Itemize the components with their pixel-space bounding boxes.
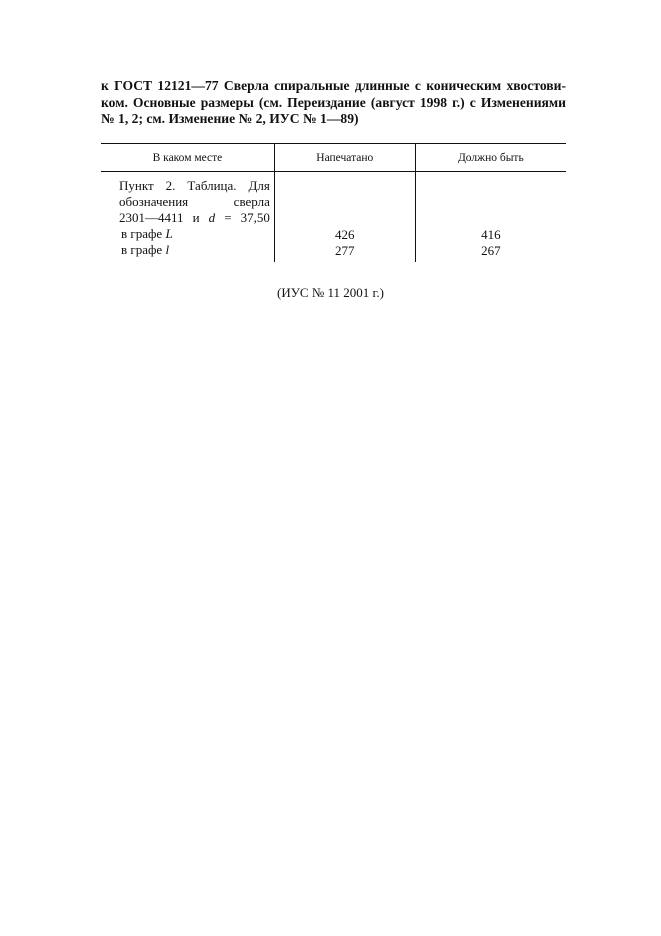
header-where: В каком месте [101,144,274,172]
should-be-value-l: 267 [481,243,501,258]
source-reference: (ИУС № 11 2001 г.) [277,285,384,300]
printed-cell [274,172,415,263]
heading-line-1: к ГОСТ 12121—77 Сверла спиральные длинные с коническим хвостови- [101,78,566,93]
place-line-1: Пункт 2. Таблица. Для [119,178,270,193]
printed-value-L: 426 [335,227,355,242]
corrections-table [101,143,566,262]
place-cell [101,172,274,263]
table-row [101,172,566,263]
place-column-l: в графе l [121,242,170,257]
header-should-be: Должно быть [415,144,566,172]
place-line-2: обозначения сверла [119,194,270,209]
printed-value-l: 277 [335,243,355,258]
should-be-value-L: 416 [481,227,501,242]
header-printed: Напечатано [274,144,415,172]
place-line-3: 2301—4411 и d = 37,50 [119,210,270,225]
correction-heading [101,78,566,128]
should-be-cell [415,172,566,263]
place-column-L: в графе L [121,226,173,241]
heading-line-3: № 1, 2; см. Изменение № 2, ИУС № 1—89) [101,111,359,126]
table-header-row [101,144,566,172]
heading-line-2: ком. Основные размеры (см. Переиздание (август 1998 г.) с Изменениями [101,94,566,110]
